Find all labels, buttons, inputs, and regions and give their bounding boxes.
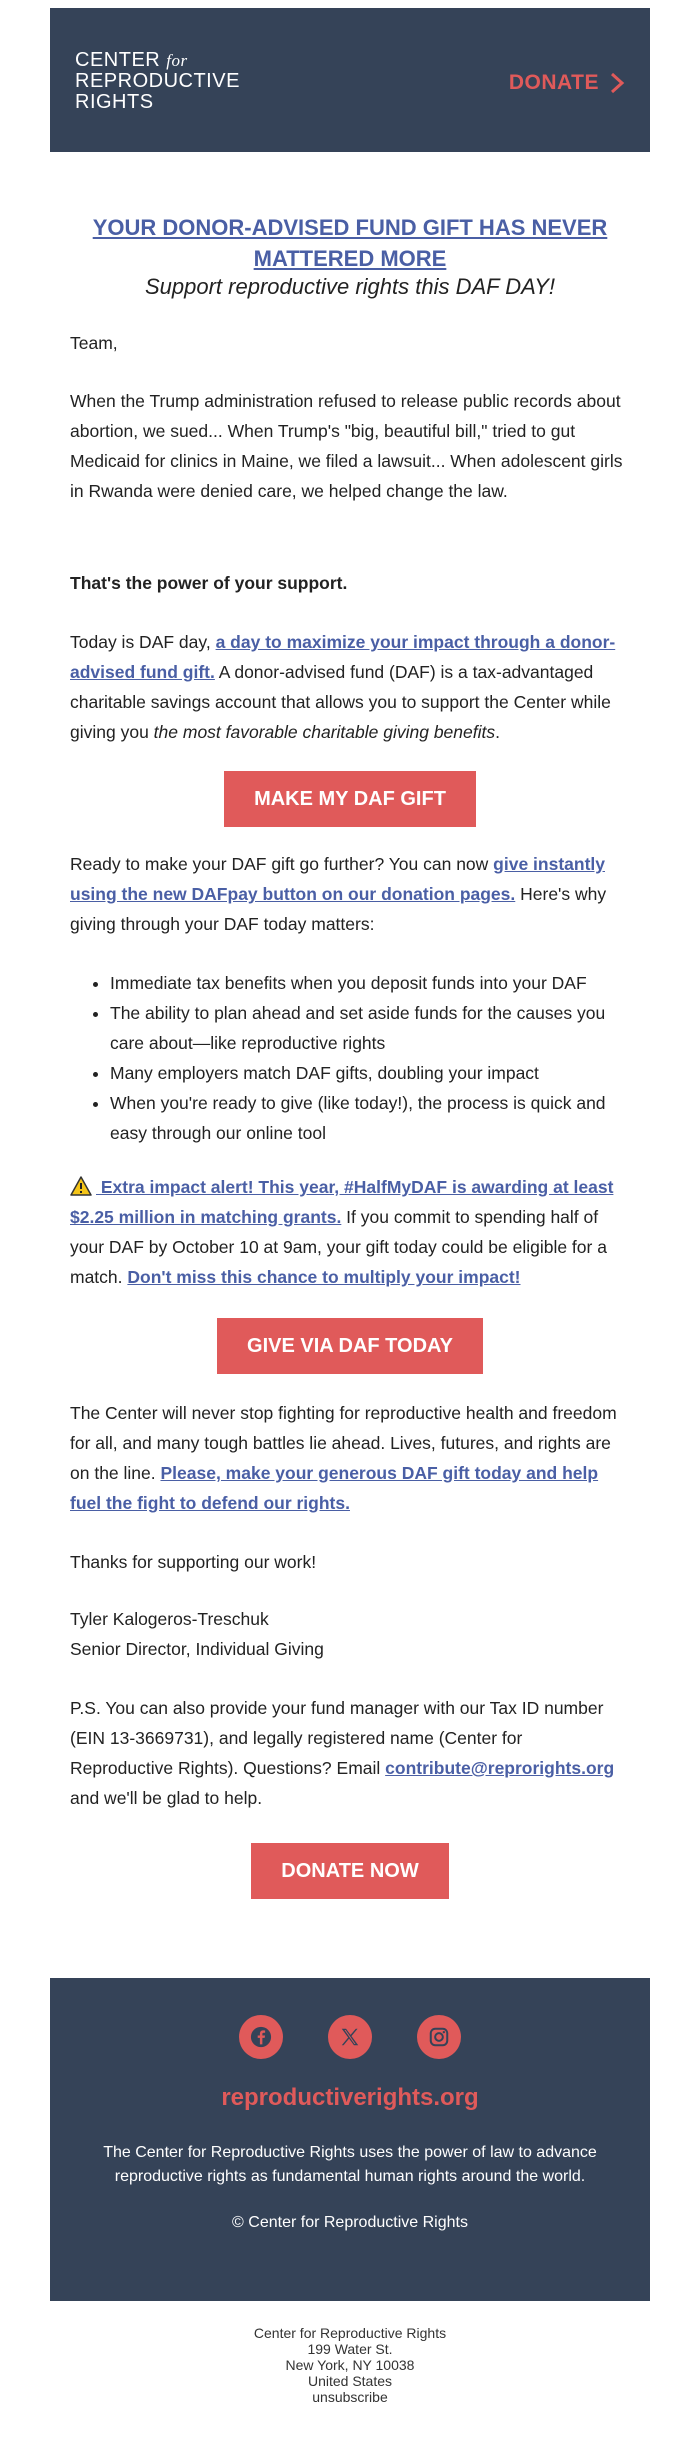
contribute-email-link[interactable]: contribute@reprorights.org	[385, 1758, 615, 1778]
greeting: Team,	[70, 333, 118, 353]
chevron-right-icon	[609, 72, 625, 94]
center-logo[interactable]	[75, 50, 240, 113]
daf-middle: A donor-advised fund (DAF) is a tax-advantaged charitable savings account that allows you to support the Center while giving you	[70, 662, 611, 742]
give-via-daf-button[interactable]: GIVE VIA DAF TODAY	[217, 1318, 483, 1374]
halfmydaf-link[interactable]: Extra impact alert! This year, #HalfMyDAF is awarding at least $2.25 million in matching grants.	[70, 1177, 614, 1227]
logo-line-center: CENTER	[75, 49, 161, 71]
logo-line-reproductive: REPRODUCTIVE	[75, 70, 240, 92]
closing-paragraph	[70, 1398, 630, 1518]
intro-paragraph: When the Trump administration refused to release public records about abortion, we sued... When Trump's "big, beautiful bill," tried to gut Medicaid for clinics in Maine, we filed a lawsuit... When adolescent girls in Rwanda were denied care, we helped change the law.	[70, 391, 623, 501]
thanks-line: Thanks for supporting our work!	[70, 1552, 317, 1572]
signature-name: Tyler Kalogeros-Treschuk	[70, 1609, 269, 1629]
x-icon[interactable]	[328, 2015, 372, 2059]
daf-paragraph	[70, 627, 630, 747]
benefit-item: • Immediate tax benefits when you deposit funds into your DAF	[110, 968, 630, 998]
signature-title: Senior Director, Individual Giving	[70, 1639, 324, 1659]
address-org: Center for Reproductive Rights	[253, 2325, 447, 2341]
unsubscribe-link[interactable]: unsubscribe	[312, 2389, 388, 2405]
alert-middle: If you commit to spending half of your DAF by October 10 at 9am, your gift today could be eligible for a match.	[70, 1207, 607, 1287]
address-street: 199 Water St.	[307, 2341, 393, 2357]
ready-suffix: Here's why giving through your DAF today matters:	[70, 884, 607, 934]
website-link[interactable]: reproductiverights.org	[221, 2084, 479, 2111]
warning-icon	[70, 1176, 92, 1196]
daf-suffix: .	[495, 722, 500, 742]
donate-now-button[interactable]: DONATE NOW	[251, 1843, 449, 1899]
address-country: United States	[307, 2373, 393, 2389]
daf-prefix: Today is DAF day,	[70, 632, 216, 652]
copyright: © Center for Reproductive Rights	[232, 2214, 468, 2231]
ready-paragraph	[70, 849, 630, 939]
ps-suffix: and we'll be glad to help.	[70, 1788, 263, 1808]
instagram-icon[interactable]	[417, 2015, 461, 2059]
closing-text: The Center will never stop fighting for reproductive health and freedom for all, and many tough battles lie ahead. Lives, futures, and rights are on the line.	[70, 1403, 617, 1483]
header-donate-label: DONATE	[508, 71, 599, 94]
benefit-item: • The ability to plan ahead and set aside funds for the causes you care about—like reproductive rights	[110, 998, 630, 1058]
benefits-list	[70, 968, 630, 1148]
ready-prefix: Ready to make your DAF gift go further? You can now	[70, 854, 494, 874]
daf-day-link[interactable]: a day to maximize your impact through a donor-advised fund gift.	[70, 632, 616, 682]
benefit-item: • Many employers match DAF gifts, doubling your impact	[110, 1058, 630, 1088]
logo-for: for	[166, 51, 188, 70]
make-daf-gift-button[interactable]: MAKE MY DAF GIFT	[224, 771, 476, 827]
email-header	[50, 8, 650, 152]
power-statement: That's the power of your support.	[70, 573, 348, 593]
dafpay-link[interactable]: give instantly using the new DAFpay button on our donation pages.	[70, 854, 605, 904]
mission-statement: The Center for Reproductive Rights uses the power of law to advance reproductive rights as fundamental human rights around the world.	[103, 2144, 597, 2185]
headline-link[interactable]: YOUR DONOR-ADVISED FUND GIFT HAS NEVER MATTERED MORE	[92, 215, 608, 271]
email-footer	[50, 1978, 650, 2301]
header-donate-link[interactable]	[509, 71, 625, 95]
ps-paragraph	[70, 1693, 630, 1813]
address-city: New York, NY 10038	[285, 2357, 415, 2373]
generous-gift-link[interactable]: Please, make your generous DAF gift today and help fuel the fight to defend our rights.	[70, 1463, 599, 1513]
benefit-item: • When you're ready to give (like today!), the process is quick and easy through our online tool	[110, 1088, 630, 1148]
ps-text: P.S. You can also provide your fund manager with our Tax ID number (EIN 13-3669731), and legally registered name (Center for Reproductive Rights). Questions? Email	[70, 1698, 604, 1778]
daf-emphasis: the most favorable charitable giving benefits	[153, 722, 496, 742]
subheadline: Support reproductive rights this DAF DAY!	[144, 274, 556, 299]
logo-line-rights: RIGHTS	[75, 91, 154, 113]
multiply-impact-link[interactable]: Don't miss this chance to multiply your impact!	[127, 1267, 521, 1287]
mailing-address	[0, 2325, 700, 2405]
alert-paragraph	[70, 1172, 630, 1292]
signature	[70, 1604, 630, 1664]
facebook-icon[interactable]	[239, 2015, 283, 2059]
